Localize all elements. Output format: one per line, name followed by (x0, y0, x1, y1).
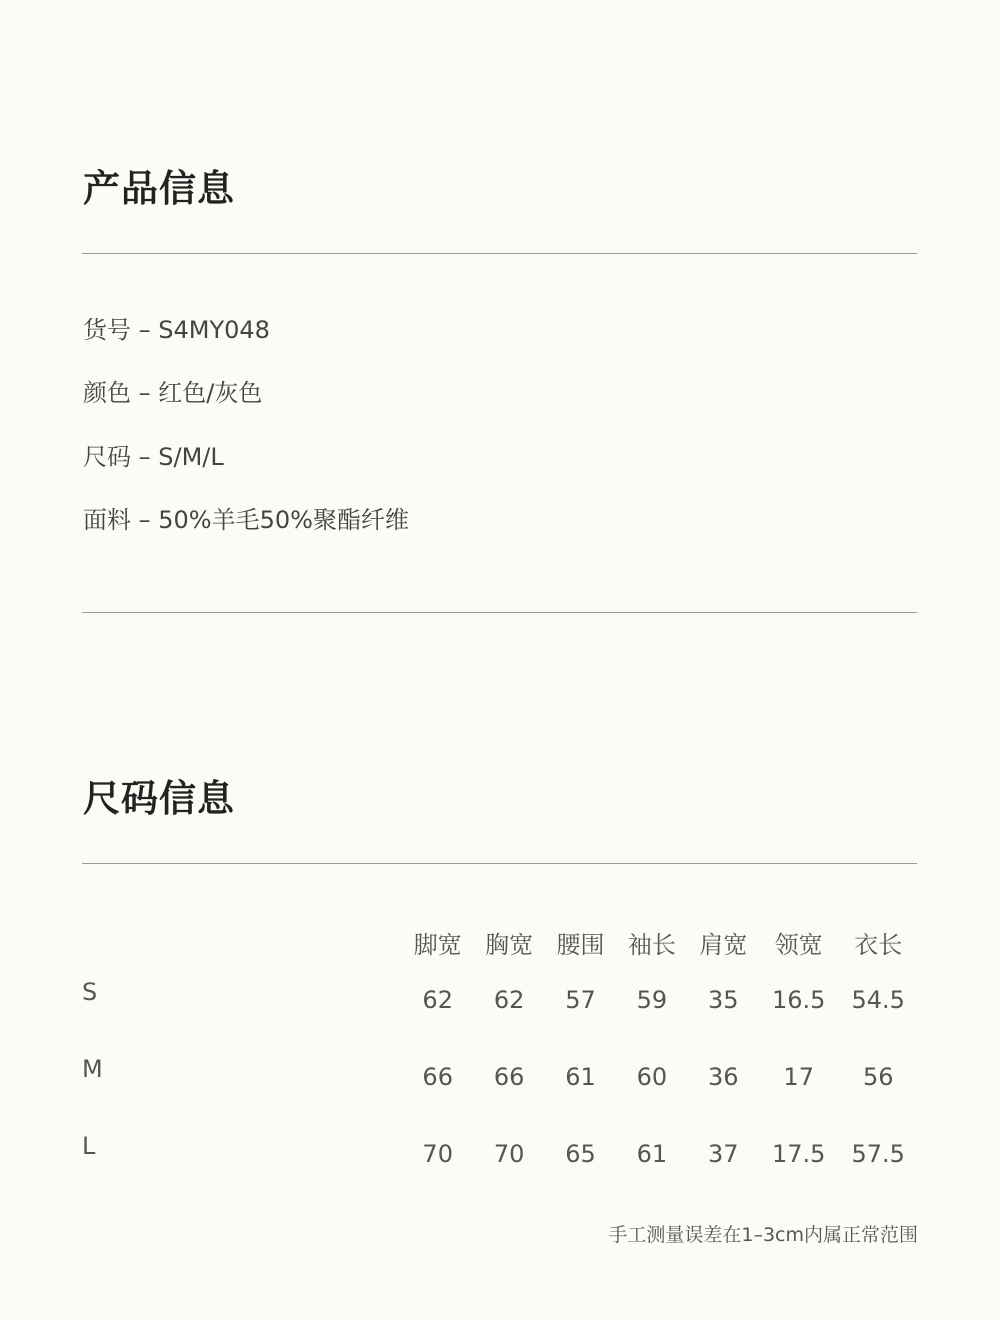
table-cell: 54.5 (851, 985, 905, 1014)
product-material: 面料 – 50%羊毛50%聚酯纤维 (83, 506, 409, 534)
column-header-collar-width: 领宽 (774, 931, 823, 959)
product-sizes: 尺码 – S/M/L (83, 443, 224, 471)
table-cell: 57.5 (851, 1139, 905, 1168)
table-row (82, 1114, 918, 1191)
table-cell: 70 (493, 1139, 525, 1168)
table-cell: 36 (707, 1062, 739, 1091)
table-cell: 16.5 (771, 985, 826, 1014)
table-cell: 62 (493, 985, 525, 1014)
table-cell: 70 (422, 1139, 453, 1168)
product-info-title: 产品信息 (83, 167, 235, 210)
table-cell: 17 (783, 1062, 814, 1091)
measurement-note: 手工测量误差在1–3cm内属正常范围 (608, 1224, 918, 1246)
size-label: L (82, 1131, 96, 1160)
column-header-sleeve-length: 袖长 (627, 931, 676, 959)
column-header-hem-width: 脚宽 (413, 931, 462, 959)
table-cell: 65 (565, 1139, 596, 1168)
table-cell: 61 (636, 1139, 668, 1168)
column-header-garment-length: 衣长 (854, 931, 903, 959)
table-row (82, 1037, 918, 1114)
table-cell: 62 (422, 985, 453, 1014)
table-cell: 37 (707, 1139, 739, 1168)
column-header-waist: 腰围 (556, 931, 605, 959)
size-column-header-blank (82, 925, 402, 960)
table-cell: 61 (565, 1062, 596, 1091)
column-header-shoulder-width: 肩宽 (699, 931, 748, 959)
size-title-divider (82, 863, 917, 864)
table-row (82, 960, 918, 1037)
product-title-divider (82, 253, 917, 254)
table-cell: 17.5 (771, 1139, 826, 1168)
size-label: S (82, 977, 98, 1006)
size-label: M (82, 1054, 103, 1083)
size-info-title: 尺码信息 (83, 777, 235, 820)
table-cell: 66 (422, 1062, 453, 1091)
table-cell: 56 (862, 1062, 894, 1091)
column-header-chest-width: 胸宽 (485, 931, 534, 959)
table-cell: 60 (636, 1062, 668, 1091)
table-cell: 59 (636, 985, 668, 1014)
table-cell: 35 (707, 985, 739, 1014)
table-cell: 57 (565, 985, 596, 1014)
size-table (82, 925, 918, 1191)
table-cell: 66 (493, 1062, 525, 1091)
product-bottom-divider (82, 612, 917, 613)
product-sku: 货号 – S4MY048 (83, 316, 270, 344)
size-table-header-row (82, 925, 918, 960)
product-color: 颜色 – 红色/灰色 (83, 379, 263, 407)
